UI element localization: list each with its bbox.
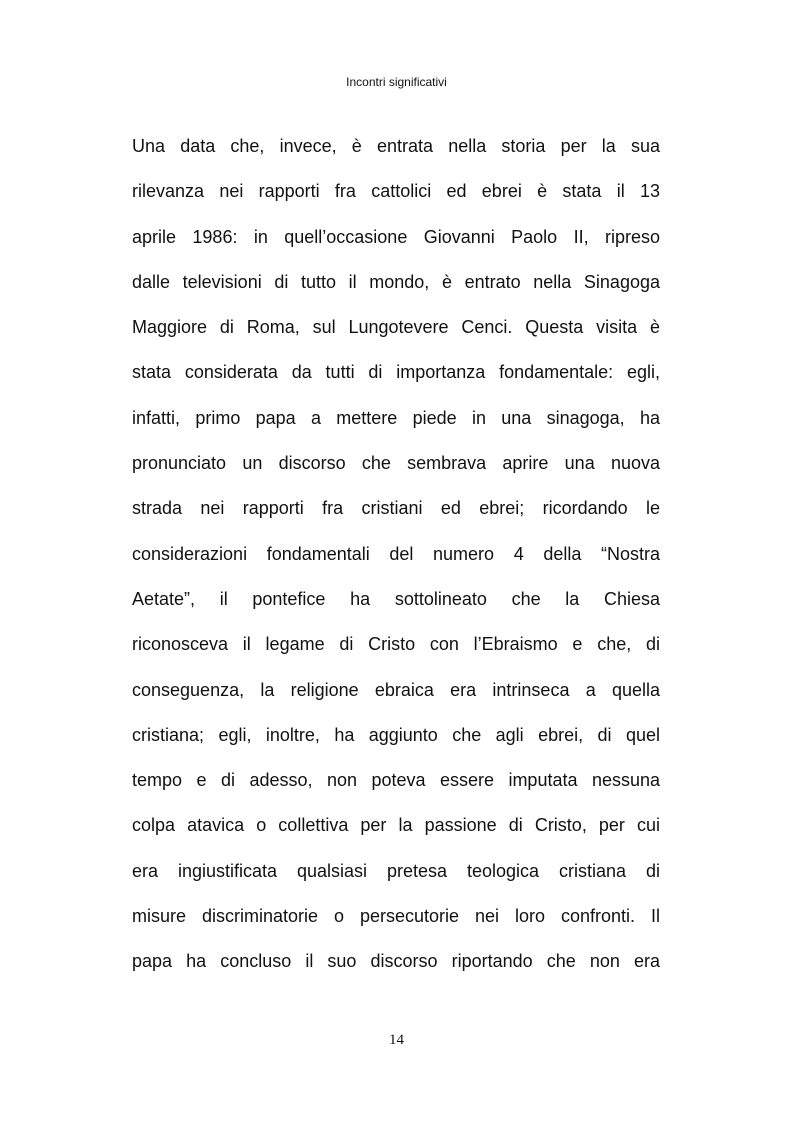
text-line: Maggiore di Roma, sul Lungotevere Cenci. Questa visita è — [132, 317, 660, 338]
text-line: infatti, primo papa a mettere piede in una sinagoga, ha — [132, 407, 660, 428]
text-line: tempo e di adesso, non poteva essere imputata nessuna — [132, 770, 660, 791]
page-number: 14 — [389, 1032, 404, 1048]
running-header: Incontri significativi — [346, 75, 447, 89]
text-line: misure discriminatorie o persecutorie nei loro confronti. Il — [132, 906, 660, 927]
text-line: Aetate”, il pontefice ha sottolineato che la Chiesa — [132, 588, 660, 609]
text-line: considerazioni fondamentali del numero 4 della “Nostra — [132, 543, 660, 564]
text-line: conseguenza, la religione ebraica era intrinseca a quella — [132, 679, 660, 700]
text-line: rilevanza nei rapporti fra cattolici ed ebrei è stata il 13 — [132, 181, 660, 202]
text-line: era ingiustificata qualsiasi pretesa teologica cristiana di — [132, 860, 660, 881]
text-line: colpa atavica o collettiva per la passione di Cristo, per cui — [132, 815, 660, 836]
text-line: aprile 1986: in quell’occasione Giovanni Paolo II, ripreso — [132, 226, 660, 247]
text-line: pronunciato un discorso che sembrava aprire una nuova — [132, 453, 660, 474]
text-line: dalle televisioni di tutto il mondo, è entrato nella Sinagoga — [132, 271, 660, 292]
body-paragraph — [132, 124, 660, 985]
text-line: strada nei rapporti fra cristiani ed ebrei; ricordando le — [132, 498, 660, 519]
text-line: stata considerata da tutti di importanza fondamentale: egli, — [132, 362, 660, 383]
text-line: Una data che, invece, è entrata nella storia per la sua — [132, 136, 660, 156]
text-line: cristiana; egli, inoltre, ha aggiunto che agli ebrei, di quel — [132, 724, 660, 745]
text-line: riconosceva il legame di Cristo con l’Ebraismo e che, di — [132, 634, 660, 655]
text-line: papa ha concluso il suo discorso riportando che non era — [132, 951, 660, 972]
